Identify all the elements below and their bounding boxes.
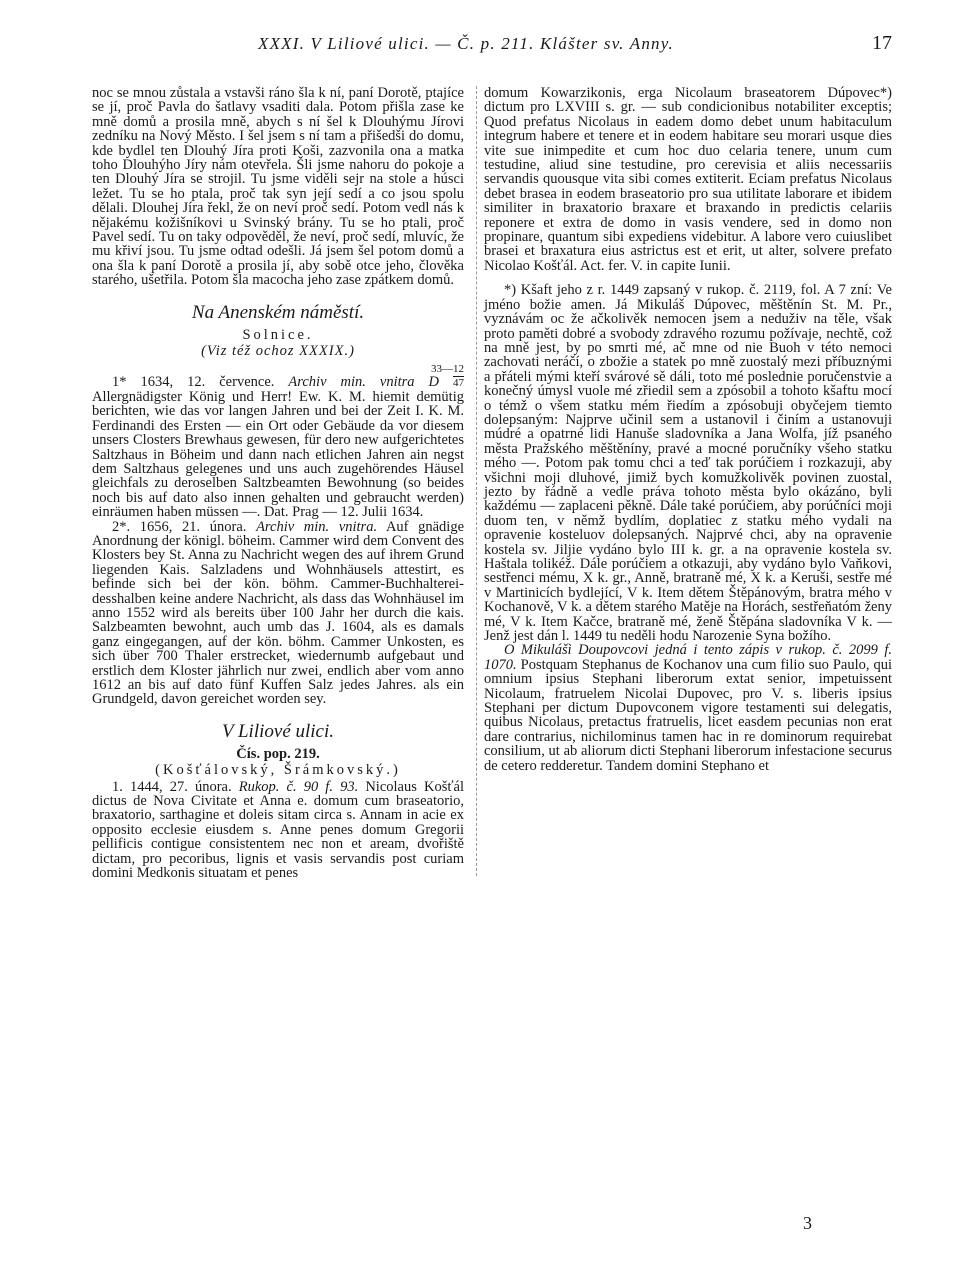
section-heading-house-number: Čís. pop. 219. — [236, 745, 320, 762]
entry-1-den: 47 — [453, 376, 464, 389]
entry-3-ref: Rukop. č. 90 f. 93. — [238, 778, 359, 795]
right-paragraph-2-ref: O Mikulášì Doupovcovi jedná i tento zápis v rukop. č. 2099 f. 1070. — [484, 642, 892, 673]
section-heading-square: Na Anenském náměstí. — [191, 301, 365, 323]
section-heading-house-names: (Košťálovský, Šrámkovský.) — [155, 762, 401, 779]
cross-reference: (Viz též ochoz XXXIX.) — [201, 343, 355, 360]
column-divider — [476, 86, 477, 876]
entry-3-text: Nicolaus Košťál dictus de Nova Civitate et Anna e. domum cum braseatorio, braxatorio, sarthagine et doleis sitam circa s. Annam in acie ex opposito ecclesie eiusdem s. Anne penes domum Gregorii pellificis contigue consistentem nec non et aream, dvořiště dictam, pro pecoribus, lignis et vasis servandis post curiam domini Medkonis situatam et penes — [92, 778, 465, 882]
entry-2-ref: Archiv min. vnitra. — [256, 518, 378, 535]
entry-2 — [92, 520, 464, 707]
page-header — [0, 34, 960, 60]
left-column — [92, 86, 464, 881]
entry-2-lead: 2*. 1656, 21. února. — [112, 518, 247, 535]
archive-signature-number: 33—12 — [431, 362, 464, 375]
entry-3 — [92, 780, 464, 881]
right-paragraph-2 — [484, 643, 892, 773]
signature-mark: 3 — [803, 1213, 812, 1233]
running-title: XXXI. V Liliové ulici. — Č. p. 211. Klášter sv. Anny. — [258, 34, 675, 53]
footnote: *) Kšaft jeho z r. 1449 zapsaný v rukop. č. 2119, fol. A 7 zní: Ve jméno božie amen. Já Mikuláš Dúpovec, měštěnín St. M. Pr., vyznávám oc že ačkolivěk nemocen jsem a neduživ na těle, však proto paměti dobré a svobody zdravého rozumu požívaje, nechtě, což na mně jest, by po smrti mé, ač mne od nie Buoh v této nemoci zachovati neráčí, o zbožie a statek po mně zuostalý mezi příbuznými a přáteli mými kteří svárové sě dáli, toto mé poslednie poručenstvie a konečný úmysl vuole mé zřiedil sem a zpósobil a tohoto kšaftu mocí o témž o všem statku mém řiedím a zpósobuji obyčejem tiemto dolepsaným: Najprve učinil sem a ustanovil i činím a ustanovuji múdré a opatrné lidi Hanuše sladovníka a Jana Wolfa, jíž psaného města Pražského měštěníny, pravé a mocné poručníky všeho statku mého —. Potom pak tomu chci a teď tak porúčiem i rozkazuji, aby všichni moji dluhové, jimiž bych komužkolivěk povinen zuostal, jezto by řádně a vedle práva tohoto města bylo okázáno, byli každému — zaplaceni pěkně. Dále také porúčiem, aby porúčníci moji duom ten, v němž bydlím, doplatiec z statku mého vydali na opravenie kosteluov dolepsaných. Najprvé chci, aby na opravenie kostela sv. Jiljie vydáno bylo III k. gr. a na opravenie kostela sv. Haštala tolikéž. Dále porúčiem a otkazuji, aby vydáno bylo Vaňkovi, sestřenci mému, X k. gr., Anně, bratraně mé, X k. a Keruši, sestře mé v Martinicích bydlející, V k. Item dětem Štěpánovým, bratra mého v Kochanově, V k. a dětem starého Matěje na Horách, sestřeňatóm ženy mé, V k. Item Kačce, bratraně mé, ženě Štěpána sladovníka V k. — Jenž jest dán l. 1449 tu neděli hodu Narozenie Syna božího. — [484, 282, 892, 645]
left-paragraph: noc se mnou zůstala a vstavši ráno šla k ní, paní Dorotě, ptajíce se jí, proč Pavla do šatlavy vsaditi dala. Potom přišla zase ke mně domů a prosila mně, abych s ní šel k Dlouhýmu Jírovi zedníku na Nový Město. I šel jsem s ní tam a přišedši do domu, kde bydlel ten Dlouhý Jíra proti Koši, zazvonila ona a matka toho Dlouhýho Jíry nám otevřela. Šli jsme nahoru do pokoje a ten Dlouhý Jíra se strojil. Tu jsme viděli sejr na stole a húsci ležet. Tu se ho ptala, proč tak syn její sedí a co jsou spolu dělali. Dlouhej Jíra řekl, že on neví proč sedí. Potom vedl nás k nějakému kožišníkovi u Svinský brány. Tu se ho ptali, proč Pavel sedí. Tu on taky odpověděl, že neví, proč sedí, mluvíc, že mu křiví jsou. Tu jsme odtad odešli. Já jsem šel potom domů a ona šla k paní Dorotě a prosila jí, aby sobě otce jeho, člověka starého, ušetřila. Potom šla macocha jeho zase zpátkem domů. — [92, 85, 464, 289]
entry-3-lead: 1. 1444, 27. února. — [112, 778, 232, 795]
right-paragraph: domum Kowarzikonis, erga Nicolaum braseatorem Dúpovec*) dictum pro LXVIII s. gr. — sub condicionibus notabiliter exceptis; Quod prefatus Nicolaus in eadem domo debet unum habitaculum integrum habere et tenere et in eodem habitare seu morari usque dies vite sue inimpedite et cum hoc duo celaria tenere, unum cum testudine, aliud sine testudine, pro cerevisia et aliis necessariis servandis quousque vita sibi comes extiterit. Eciam prefatus Nicolaus debet brasea in eodem braseatorio pro sua utilitate laborare et ibidem similiter in braxatorio braxare et braxando in predictis celariis reponere et extra de domo in vasis vendere, sed in domo non propinare, quantum sibi expediens videbitur. A labore vero cuiuslibet brasei et braxatura eius astrictus est et erit, ut alter, solvere prefato Nicolao Košťál. Act. fer. V. in capite Iunii. — [484, 85, 892, 274]
right-paragraph-2-text: Postquam Stephanus de Kochanov una cum filio suo Paulo, qui omnium ipsius Stephani liberorum extat senior, impetuissent Nicolaum, fratruelem Nicolai Dupovec, pro V. s. liberis ipsius Stephani per dictum Dupovconem vigore testamenti sui delegatis, quibus Nicolaus, pretactus fratruelis, licet easdem pecunias non erat dare contrarius, nichilominus tamen hac in re dominorum requirebat consilium, ut ab aliorum dicti Stephani liberorum infestacione securus de cetero redderetur. Tandem domini Stephano et — [484, 656, 893, 774]
entry-1-lead: 1* 1634, 12. července. — [112, 373, 275, 390]
page-number: 17 — [872, 32, 892, 54]
entry-1-ref: Archiv min. vnitra D — [288, 373, 439, 390]
section-heading-solnice: Solnice. — [242, 326, 314, 343]
entry-1 — [92, 375, 464, 520]
entry-1-text: Allergnädigster König und Herr! Ew. K. M. hiemit demütig berichten, wie das vor langen Jahren und bei der Zeit I. K. M. Ferdinandi des Ersten — ein Ort oder Gebäude da vor diesem unsers Closters Brewhaus gewesen, für dero new aufgerichtetes Saltzhaus in Böheim und dann nach etlichen Jahren ain negst dem Saltzhaus gelegenes und uns auch zugehörendes Häusel gleichfals zu deroselben Saltzbeamten Bewohnung (so beides noch bis auf dato also innen gehalten und gebraucht werden) einräumen haben müssen —. Dat. Prag — 12. Julii 1634. — [92, 388, 464, 521]
right-column — [484, 86, 892, 773]
entry-2-text: Auf gnädige Anordnung der königl. böheim. Cammer wird dem Convent des Klosters bey St. Anna zu Nachricht wegen des auf ihrem Grund liegenden Kais. Salzladens und Wohnhäusels attestirt, es befinde sich bei der kön. böhm. Cammer-Buchhalterei-desshalben keine andere Nachricht, als dass das Wohnhäusel im anno 1552 wird als bereits über 100 Jahr her durch die kais. Salzbeamten bewohnt, auch umb das J. 1604, als es damals ganz eingegangen, auf der kön. böhm. Cammer Unkosten, es sich über 700 Thaler erstrecket, wiedernumb aufgebaut und erstlich dem Kloster jährlich nur zwei, endlich aber vom anno 1612 an bis auf dato fünf Kuffen Salz jedes Jahres. als ein Grundgeld, davon gereichet worden sey. — [92, 518, 465, 708]
section-heading-street: V Liliové ulici. — [221, 720, 335, 742]
